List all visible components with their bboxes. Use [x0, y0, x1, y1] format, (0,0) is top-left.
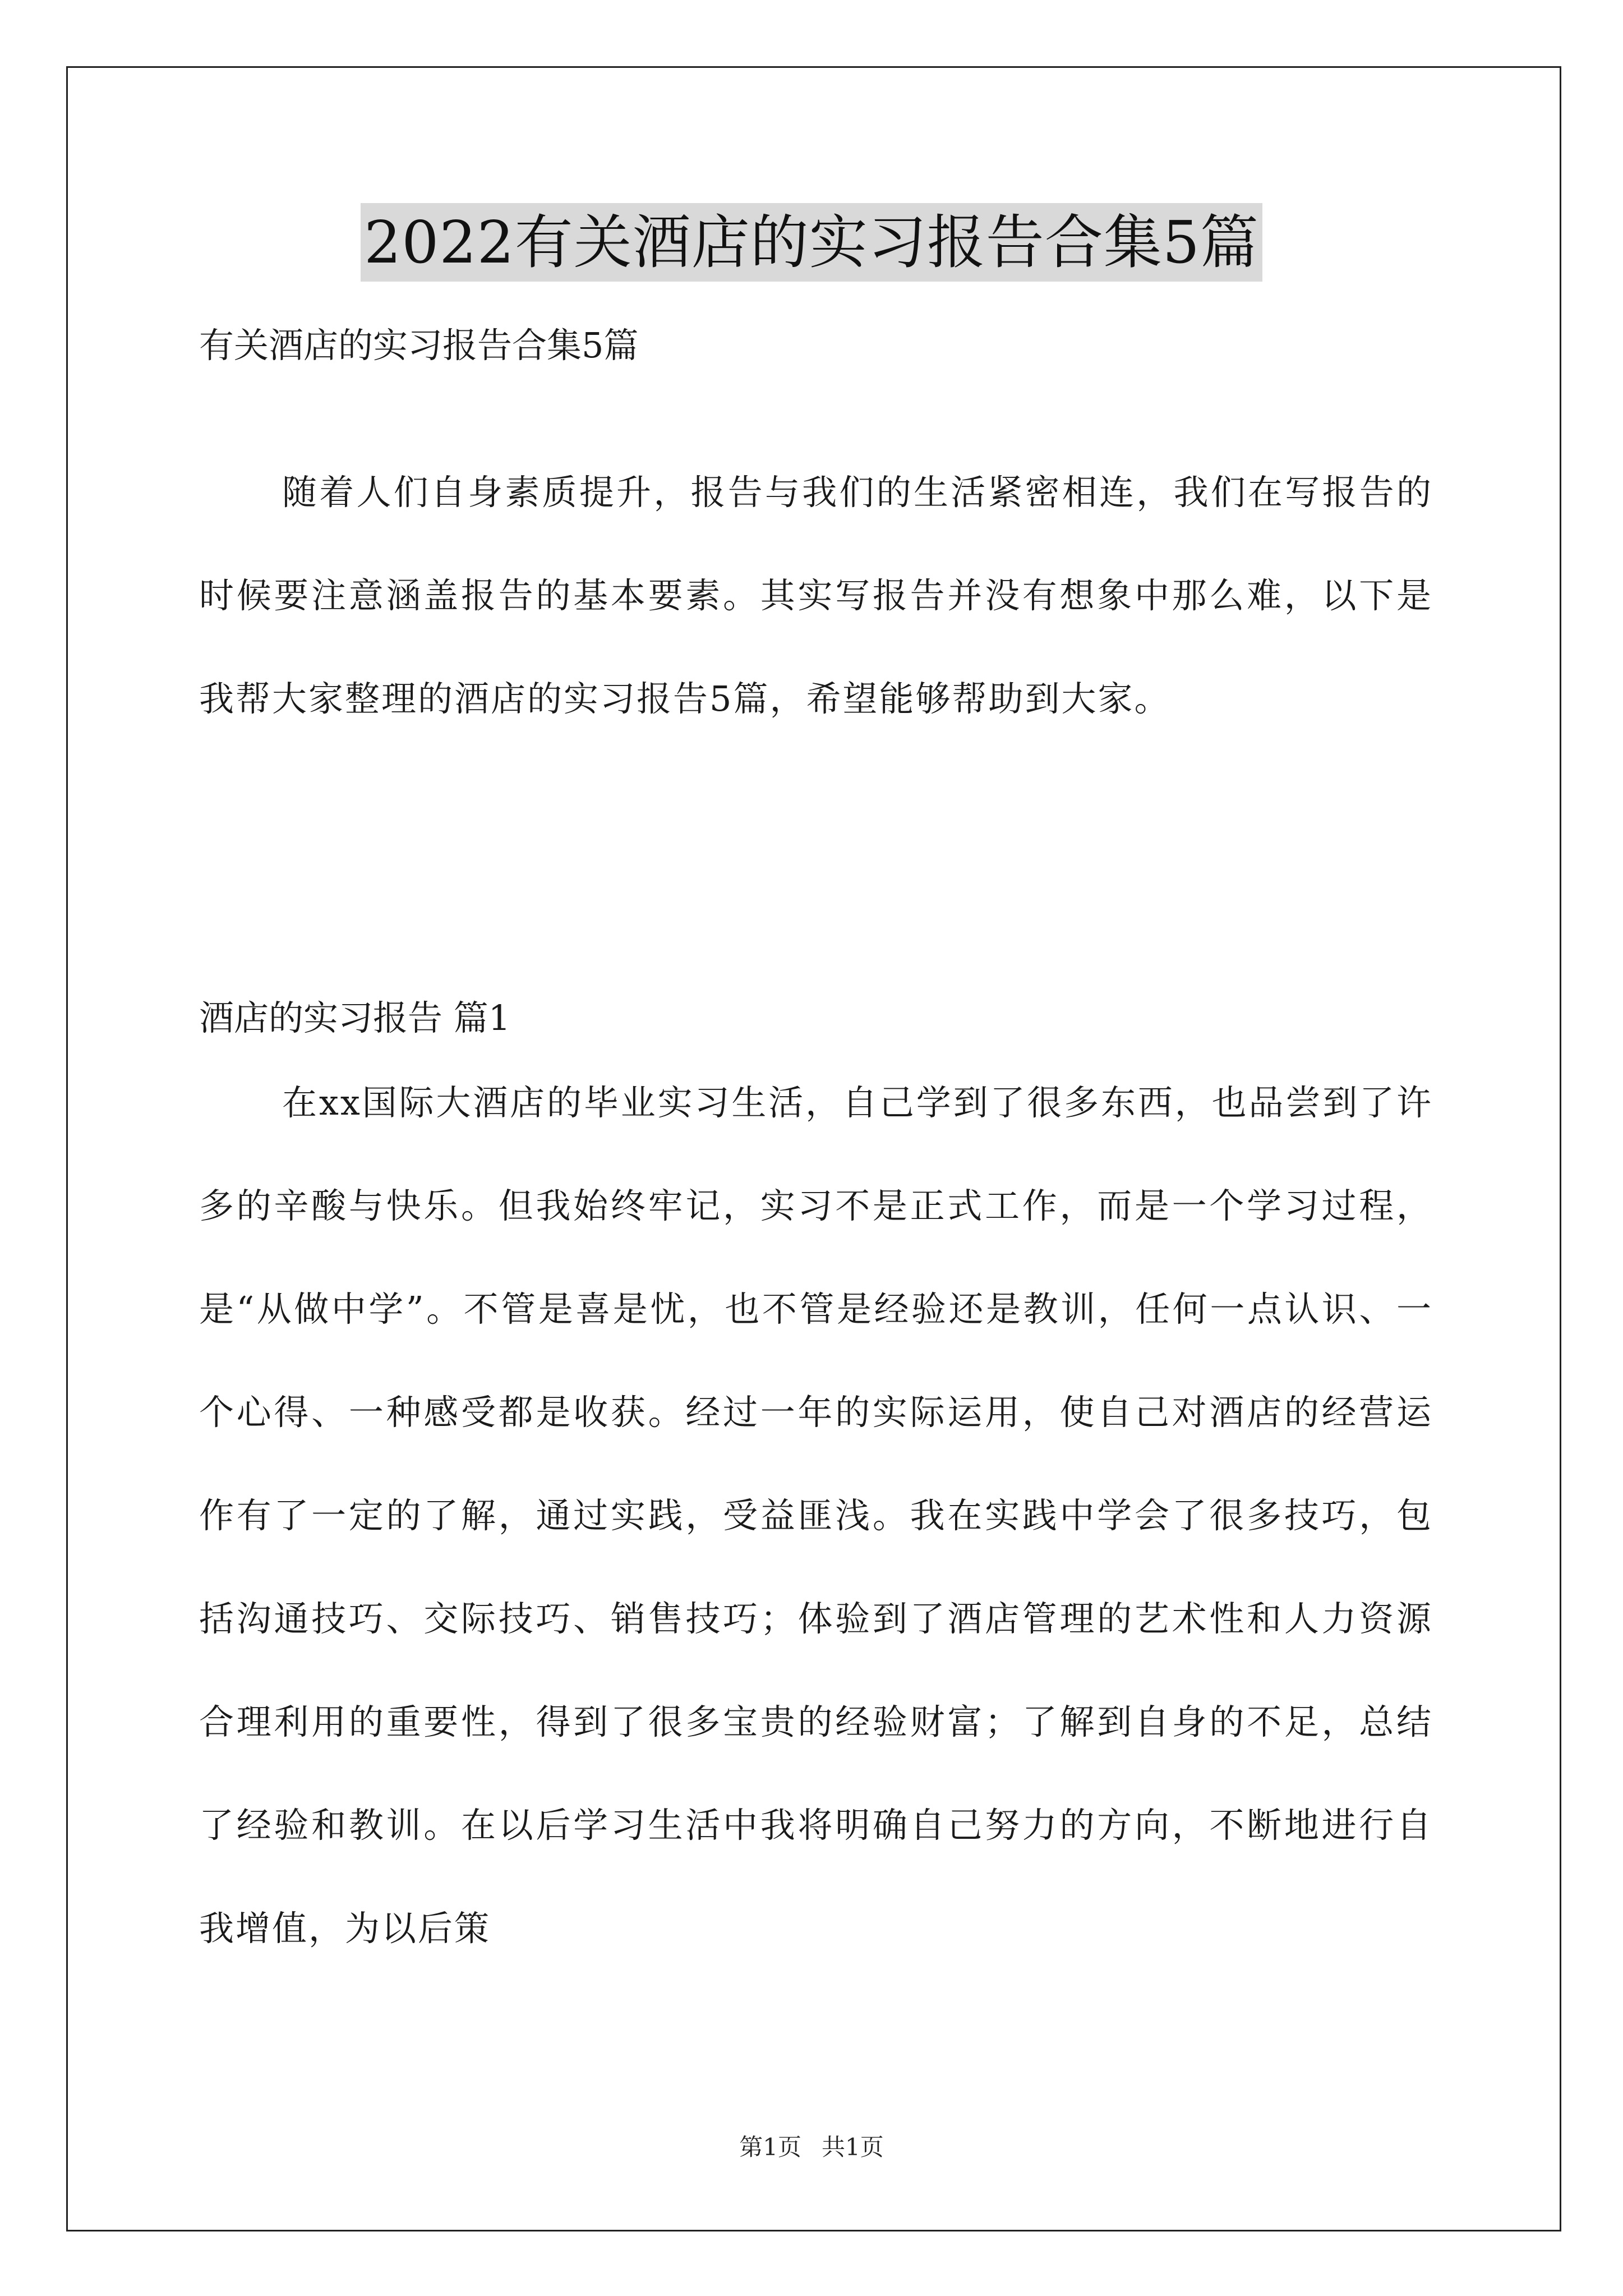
page-number-current: 第1页: [739, 2133, 801, 2161]
page-number-total: 共1页: [822, 2133, 884, 2161]
title-container: [0, 203, 1623, 282]
document-title: 2022有关酒店的实习报告合集5篇: [361, 203, 1262, 282]
document-subtitle: 有关酒店的实习报告合集5篇: [199, 325, 639, 366]
body-paragraph: 在xx国际大酒店的毕业实习生活，自己学到了很多东西，也品尝到了许多的辛酸与快乐。但我始终牢记，实习不是正式工作，而是一个学习过程，是“从做中学”。不管是喜是忧，也不管是经验还是教训，任何一点认识、一个心得、一种感受都是收获。经过一年的实际运用，使自己对酒店的经营运作有了一定的了解，通过实践，受益匪浅。我在实践中学会了很多技巧，包括沟通技巧、交际技巧、销售技巧；体验到了酒店管理的艺术性和人力资源合理利用的重要性，得到了很多宝贵的经验财富；了解到自身的不足，总结了经验和教训。在以后学习生活中我将明确自己努力的方向，不断地进行自我增值，为以后策: [199, 1082, 1433, 1949]
section-heading: 酒店的实习报告 篇1: [199, 997, 511, 1038]
intro-paragraph: 随着人们自身素质提升，报告与我们的生活紧密相连，我们在写报告的时候要注意涵盖报告的基本要素。其实写报告并没有想象中那么难，以下是我帮大家整理的酒店的实习报告5篇，希望能够帮助到大家。: [199, 472, 1433, 719]
page-footer: [0, 2131, 1623, 2164]
